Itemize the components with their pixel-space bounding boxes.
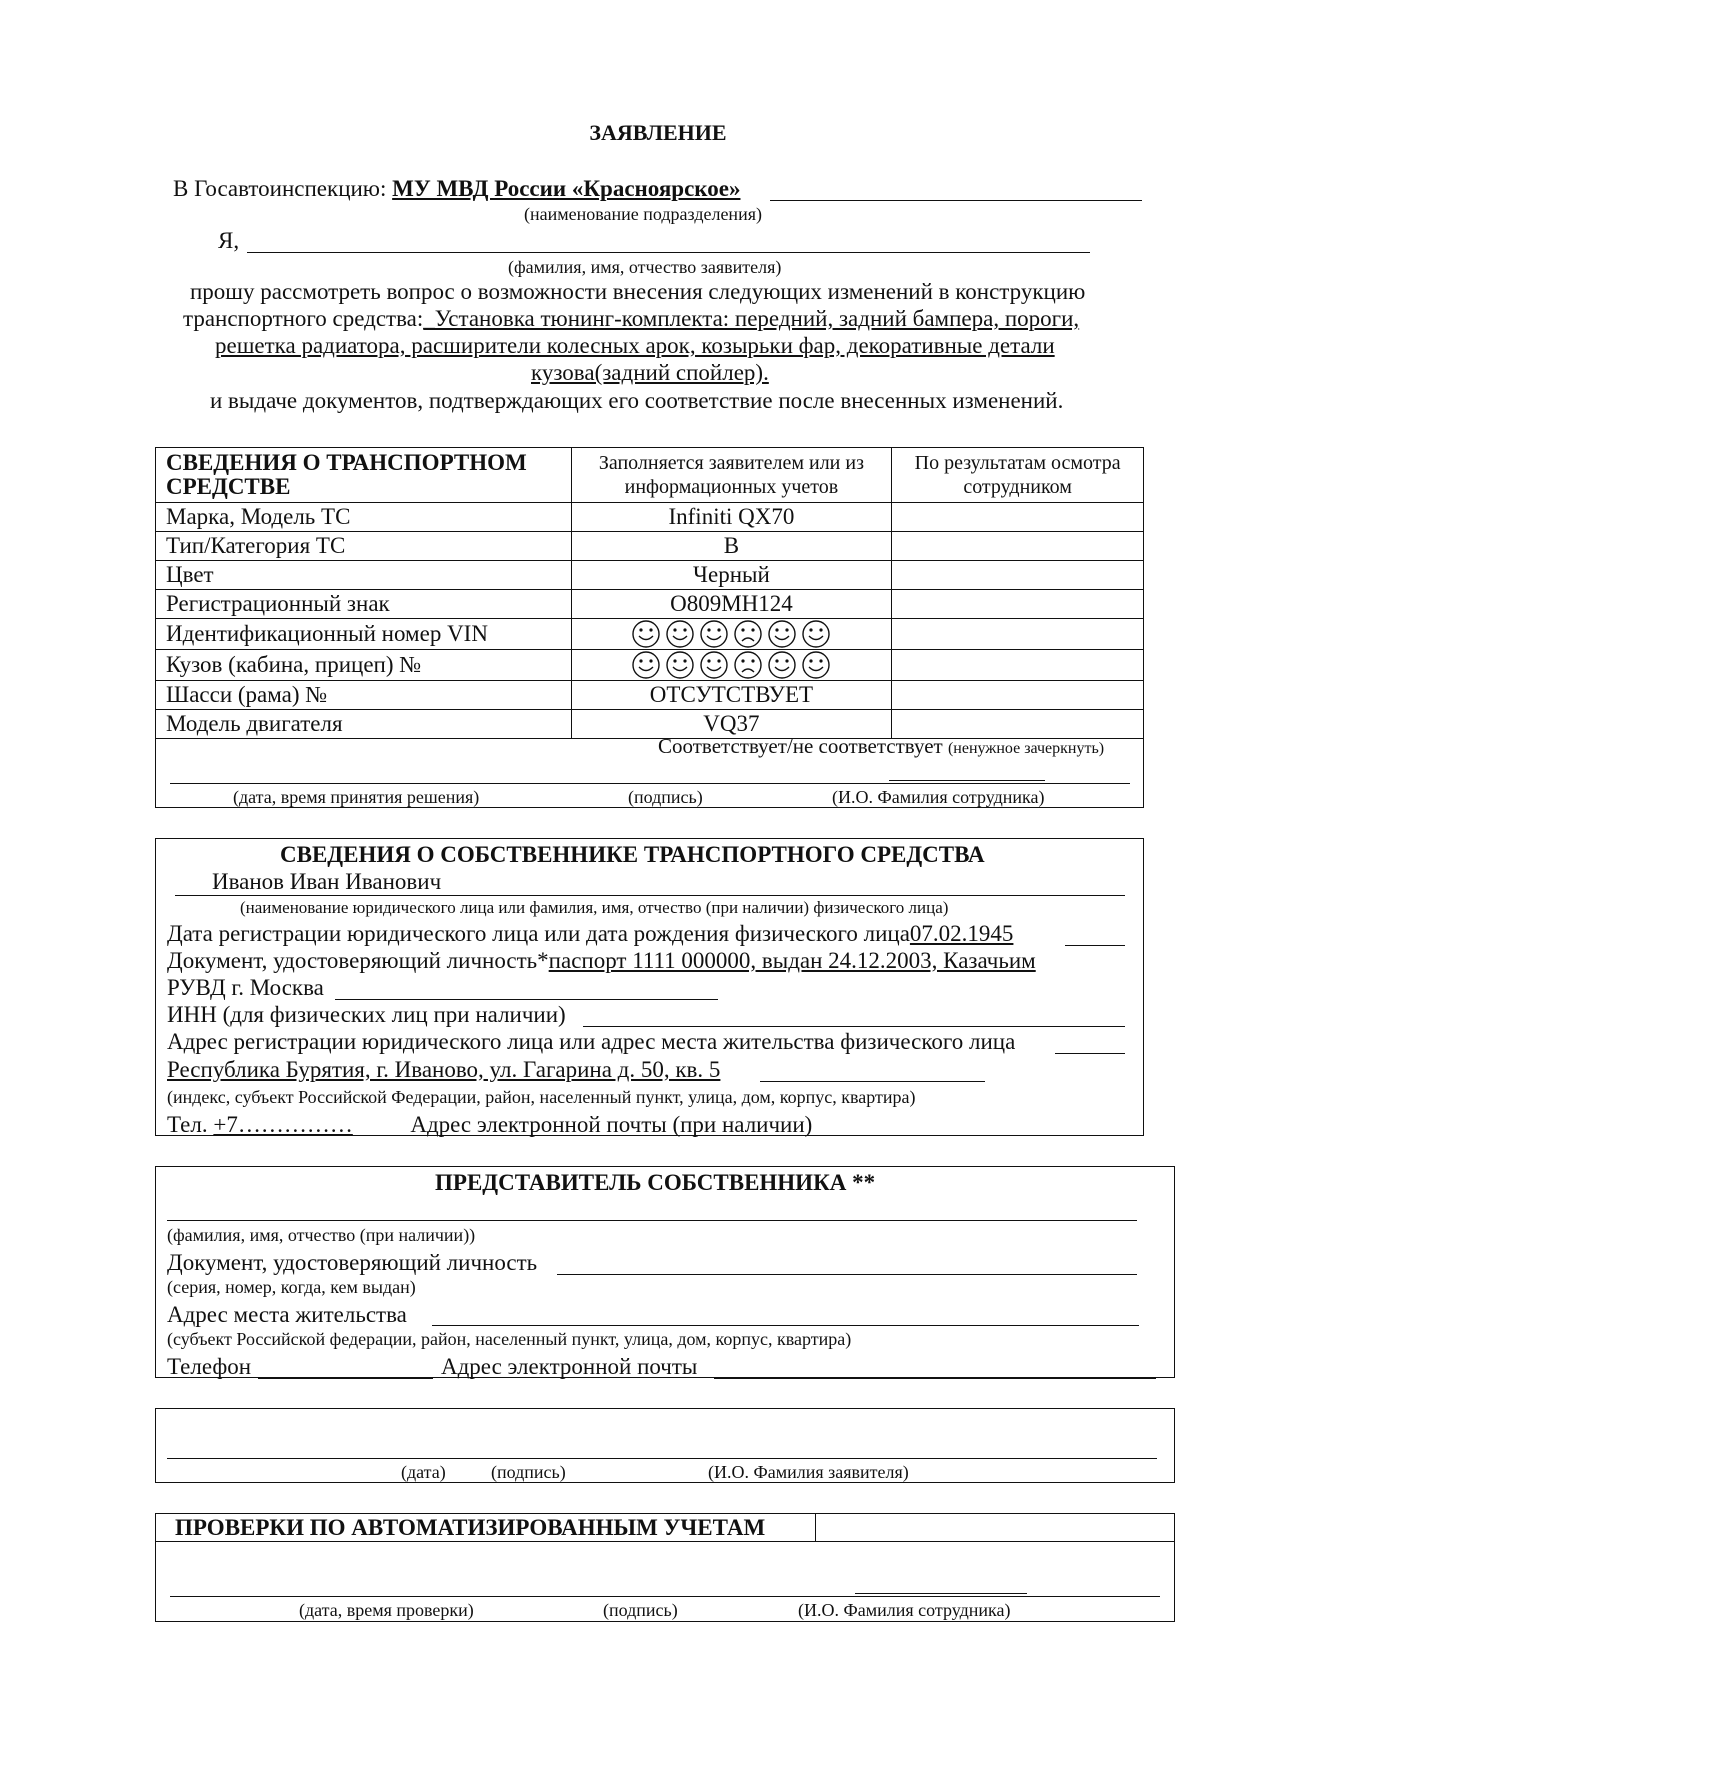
conformity-label[interactable]: Соответствует/не соответствует (658, 734, 943, 758)
smiley-icon (801, 619, 831, 649)
conformity-note: (ненужное зачеркнуть) (947, 740, 1105, 757)
vin-redacted-value[interactable] (571, 619, 892, 650)
row-inspection[interactable] (892, 561, 1144, 590)
row-inspection[interactable] (892, 619, 1144, 650)
table-row (156, 681, 1144, 710)
representative-addr-field[interactable] (432, 1325, 1139, 1326)
recipient-caption: (наименование подразделения) (524, 204, 762, 224)
frown-icon (733, 650, 763, 680)
vehicle-cap-name: (И.О. Фамилия сотрудника) (832, 787, 1045, 807)
row-value[interactable]: О809МН124 (571, 590, 892, 619)
owner-doc-value[interactable]: паспорт 1111 000000, выдан 24.12.2003, Казачьим (548, 948, 1036, 973)
representative-email-field[interactable] (714, 1378, 1156, 1379)
representative-email-label: Адрес электронной почты (441, 1354, 698, 1379)
applicant-caption: (фамилия, имя, отчество заявителя) (508, 257, 782, 277)
request-line-2 (183, 306, 1079, 332)
vehicle-table (155, 447, 1144, 739)
applicant-sign-line[interactable] (167, 1458, 1157, 1459)
table-row (156, 532, 1144, 561)
table-row (156, 650, 1144, 681)
smiley-icon (631, 619, 661, 649)
recipient-line (173, 176, 740, 202)
row-inspection[interactable] (892, 532, 1144, 561)
row-label: Марка, Модель ТС (156, 503, 572, 532)
owner-inn-label: ИНН (для физических лиц при наличии) (167, 1002, 566, 1027)
conformity-sign-line[interactable] (170, 783, 1130, 784)
representative-name-caption: (фамилия, имя, отчество (при наличии)) (167, 1225, 476, 1245)
applicant-name-field[interactable] (247, 252, 1090, 253)
row-inspection[interactable] (892, 650, 1144, 681)
applicant-cap-sign: (подпись) (491, 1462, 566, 1482)
row-value[interactable]: B (571, 532, 892, 561)
request-line-1: прошу рассмотреть вопрос о возможности внесения следующих изменений в конструкцию (190, 279, 1086, 304)
smiley-icon (699, 650, 729, 680)
representative-addr-label: Адрес места жительства (167, 1302, 407, 1327)
row-label: Модель двигателя (156, 710, 572, 739)
representative-doc-field[interactable] (557, 1274, 1137, 1275)
smiley-icon (767, 619, 797, 649)
vehicle-table-header (156, 448, 1144, 503)
frown-icon (733, 619, 763, 649)
checks-cap-sign: (подпись) (603, 1600, 678, 1620)
applicant-sign-section (155, 1408, 1175, 1483)
row-value[interactable]: Черный (571, 561, 892, 590)
checks-cap-date: (дата, время проверки) (299, 1600, 474, 1620)
row-label: Кузов (кабина, прицеп) № (156, 650, 572, 681)
owner-dob-label: Дата регистрации юридического лица или дата рождения физического лица (167, 921, 910, 946)
smiley-icon (665, 619, 695, 649)
owner-name-caption: (наименование юридического лица или фамилия, имя, отчество (при наличии) физического лица) (240, 898, 949, 917)
vehicle-header-col1: СВЕДЕНИЯ О ТРАНСПОРТНОМ СРЕДСТВЕ (156, 448, 572, 503)
owner-tel-value[interactable]: +7…………… (213, 1112, 353, 1137)
owner-tel-label: Тел. (167, 1112, 208, 1137)
request-value-2[interactable]: решетка радиатора, расширители колесных арок, козырьки фар, декоративные детали (215, 333, 1055, 358)
recipient-value[interactable]: МУ МВД России «Красноярское» (392, 176, 741, 201)
owner-email-label: Адрес электронной почты (при наличии) (410, 1112, 813, 1137)
representative-title: ПРЕДСТАВИТЕЛЬ СОБСТВЕННИКА ** (435, 1170, 876, 1195)
owner-dob-value[interactable]: 07.02.1945 (909, 921, 1014, 946)
representative-addr-caption: (субъект Российской федерации, район, населенный пункт, улица, дом, корпус, квартира) (167, 1329, 852, 1349)
applicant-label: Я, (218, 228, 240, 253)
row-inspection[interactable] (892, 681, 1144, 710)
owner-doc-line (167, 948, 1036, 974)
checks-sign-line[interactable] (170, 1596, 1160, 1597)
redaction-smileys (629, 619, 833, 644)
representative-doc-caption: (серия, номер, когда, кем выдан) (167, 1277, 416, 1297)
row-label: Идентификационный номер VIN (156, 619, 572, 650)
table-row (156, 561, 1144, 590)
row-label: Тип/Категория ТС (156, 532, 572, 561)
owner-contact-line (167, 1112, 812, 1138)
owner-addr-value[interactable]: Республика Бурятия, г. Иваново, ул. Гагарина д. 50, кв. 5 (167, 1057, 721, 1082)
smiley-icon (665, 650, 695, 680)
smiley-icon (801, 650, 831, 680)
vehicle-header-col2: Заполняется заявителем или из информационных учетов (571, 448, 892, 503)
owner-doc-value-2[interactable]: РУВД г. Москва (167, 975, 324, 1000)
request-value-1[interactable]: _Установка тюнинг-комплекта: передний, задний бампера, пороги, (423, 306, 1080, 331)
row-inspection[interactable] (892, 590, 1144, 619)
redaction-smileys (629, 650, 833, 675)
request-label: транспортного средства: (183, 306, 424, 331)
conformity-text (658, 734, 1104, 759)
representative-doc-label: Документ, удостоверяющий личность (167, 1250, 538, 1275)
owner-title: СВЕДЕНИЯ О СОБСТВЕННИКЕ ТРАНСПОРТНОГО СРЕДСТВА (280, 842, 985, 867)
owner-addr-caption: (индекс, субъект Российской Федерации, район, населенный пункт, улица, дом, корпус, квартира) (167, 1087, 916, 1107)
recipient-label: В Госавтоинспекцию: (173, 176, 387, 201)
smiley-icon (631, 650, 661, 680)
owner-inn-field[interactable] (583, 1026, 1125, 1027)
vehicle-header-col3: По результатам осмотра сотрудником (892, 448, 1144, 503)
representative-name-field[interactable] (167, 1220, 1137, 1221)
table-row (156, 619, 1144, 650)
table-row (156, 503, 1144, 532)
owner-doc-label: Документ, удостоверяющий личность* (167, 948, 549, 973)
owner-email-field[interactable] (848, 1135, 1125, 1136)
table-row (156, 590, 1144, 619)
document-title: ЗАЯВЛЕНИЕ (589, 120, 727, 145)
request-line-5: и выдаче документов, подтверждающих его соответствие после внесенных изменений. (210, 388, 1064, 413)
owner-name-value[interactable]: Иванов Иван Иванович (212, 869, 442, 894)
applicant-cap-name: (И.О. Фамилия заявителя) (708, 1462, 909, 1482)
row-label: Цвет (156, 561, 572, 590)
row-value[interactable]: Infiniti QX70 (571, 503, 892, 532)
owner-addr-label: Адрес регистрации юридического лица или адрес места жительства физического лица (167, 1029, 1016, 1054)
owner-dob-line (167, 921, 1013, 947)
body-redacted-value[interactable] (571, 650, 892, 681)
checks-title: ПРОВЕРКИ ПО АВТОМАТИЗИРОВАННЫМ УЧЕТАМ (175, 1515, 766, 1540)
checks-cap-name: (И.О. Фамилия сотрудника) (798, 1600, 1011, 1620)
smiley-icon (767, 650, 797, 680)
vehicle-cap-sign: (подпись) (628, 787, 703, 807)
smiley-icon (699, 619, 729, 649)
vehicle-cap-date: (дата, время принятия решения) (233, 787, 480, 807)
row-label: Шасси (рама) № (156, 681, 572, 710)
row-inspection[interactable] (892, 503, 1144, 532)
applicant-cap-date: (дата) (401, 1462, 446, 1482)
representative-phone-label: Телефон (167, 1354, 252, 1379)
representative-phone-field[interactable] (258, 1378, 433, 1379)
row-label: Регистрационный знак (156, 590, 572, 619)
row-value[interactable]: ОТСУТСТВУЕТ (571, 681, 892, 710)
request-value-3[interactable]: кузова(задний спойлер). (531, 360, 769, 385)
row-value[interactable]: VQ37 (571, 710, 892, 739)
